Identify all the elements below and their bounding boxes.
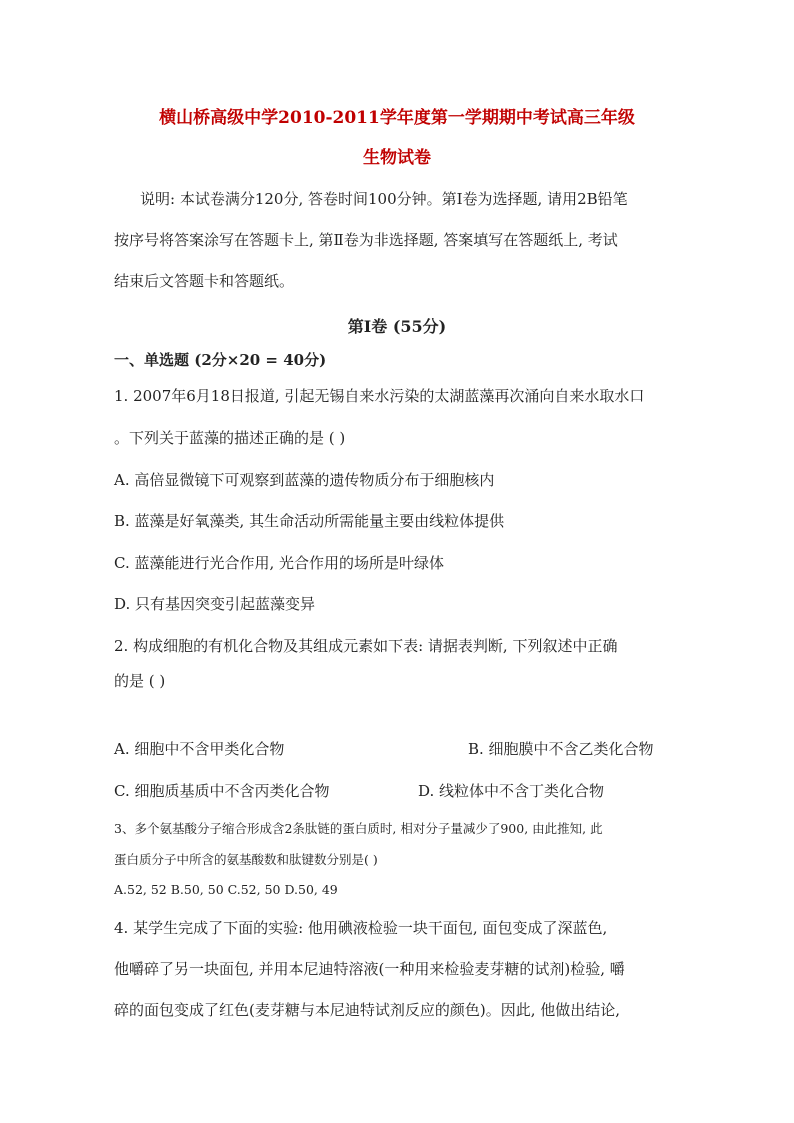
q1-option-b: B. 蓝藻是好氧藻类, 其生命活动所需能量主要由线粒体提供 xyxy=(114,512,505,530)
q1-stem-line-2: 。下列关于蓝藻的描述正确的是 ( ) xyxy=(114,429,346,447)
instructions-line-2: 按序号将答案涂写在答题卡上, 第Ⅱ卷为非选择题, 答案填写在答题纸上, 考试 xyxy=(114,231,618,249)
exam-title: 横山桥高级中学2010-2011学年度第一学期期中考试高三年级 xyxy=(159,108,635,128)
q1-option-d: D. 只有基因突变引起蓝藻变异 xyxy=(114,595,316,613)
q4-line-1: 4. 某学生完成了下面的实验: 他用碘液检验一块干面包, 面包变成了深蓝色, xyxy=(114,919,608,937)
q2-option-c: C. 细胞质基质中不含丙类化合物 xyxy=(114,782,330,800)
q2-stem-line-1: 2. 构成细胞的有机化合物及其组成元素如下表: 请据表判断, 下列叙述中正确 xyxy=(114,637,618,655)
q2-option-a: A. 细胞中不含甲类化合物 xyxy=(114,740,285,758)
q2-option-b: B. 细胞膜中不含乙类化合物 xyxy=(468,740,654,758)
instructions-line-3: 结束后文答题卡和答题纸。 xyxy=(114,272,295,290)
instructions-line-1: 说明: 本试卷满分120分, 答卷时间100分钟。第Ⅰ卷为选择题, 请用2B铅笔 xyxy=(140,190,628,208)
q3-stem-line-1: 3、多个氨基酸分子缩合形成含2条肽链的蛋白质时, 相对分子量减少了900, 由此推知, 此 xyxy=(114,821,603,836)
part1-heading: 第Ⅰ卷 (55分) xyxy=(347,317,447,336)
exam-subtitle: 生物试卷 xyxy=(363,148,431,168)
q3-options: A.52, 52 B.50, 50 C.52, 50 D.50, 49 xyxy=(114,882,338,897)
q2-stem-line-2: 的是 ( ) xyxy=(114,672,166,690)
q1-option-a: A. 高倍显微镜下可观察到蓝藻的遗传物质分布于细胞核内 xyxy=(114,471,495,489)
q2-option-d: D. 线粒体中不含丁类化合物 xyxy=(418,782,605,800)
q4-line-2: 他嚼碎了另一块面包, 并用本尼迪特溶液(一种用来检验麦芽糖的试剂)检验, 嚼 xyxy=(114,960,625,978)
q1-option-c: C. 蓝藻能进行光合作用, 光合作用的场所是叶绿体 xyxy=(114,554,445,572)
q1-stem-line-1: 1. 2007年6月18日报道, 引起无锡自来水污染的太湖蓝藻再次涌向自来水取水口 xyxy=(114,387,645,405)
q3-stem-line-2: 蛋白质分子中所含的氨基酸数和肽键数分别是( ) xyxy=(114,852,378,867)
q4-line-3: 碎的面包变成了红色(麦芽糖与本尼迪特试剂反应的颜色)。因此, 他做出结论, xyxy=(114,1001,621,1019)
section1-heading: 一、单选题 (2分×20 = 40分) xyxy=(114,351,327,369)
